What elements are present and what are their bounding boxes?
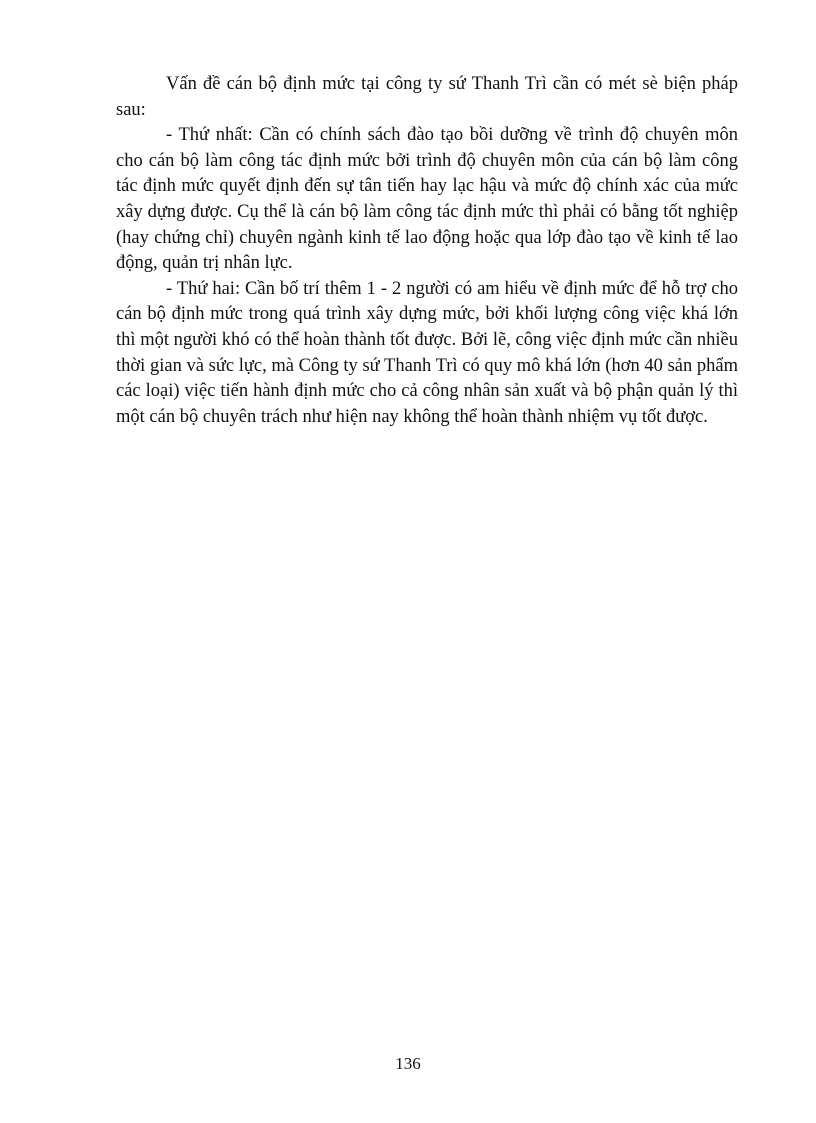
paragraph-second-measure: - Thứ hai: Cần bố trí thêm 1 - 2 người có am hiểu về định mức để hỗ trợ cho cán bộ định mức trong quá trình xây dựng mức, bởi khối lượng công việc khá lớn thì một người khó có thể hoàn thành tốt được. Bởi lẽ, công việc định mức cần nhiều thời gian và sức lực, mà Công ty sứ Thanh Trì có quy mô khá lớn (hơn 40 sản phẩm các loại) việc tiến hành định mức cho cả công nhân sản xuất và bộ phận quản lý thì một cán bộ chuyên trách như hiện nay không thể hoàn thành nhiệm vụ tốt được. [116, 278, 738, 427]
paragraph-intro: Vấn đề cán bộ định mức tại công ty sứ Thanh Trì cần có mét sè biện pháp sau: [116, 74, 738, 120]
paragraph-first-measure: - Thứ nhất: Cần có chính sách đào tạo bồi dưỡng về trình độ chuyên môn cho cán bộ làm công tác định mức bởi trình độ chuyên môn của cán bộ làm công tác định mức quyết định đến sự tân tiến hay lạc hậu và mức độ chính xác của mức xây dựng được. Cụ thể là cán bộ làm công tác định mức thì phải có bằng tốt nghiệp (hay chứng chỉ) chuyên ngành kinh tế lao động hoặc qua lớp đào tạo về kinh tế lao động, quản trị nhân lực. [116, 125, 738, 274]
body-text [116, 72, 738, 430]
page-number: 136 [395, 1054, 421, 1073]
